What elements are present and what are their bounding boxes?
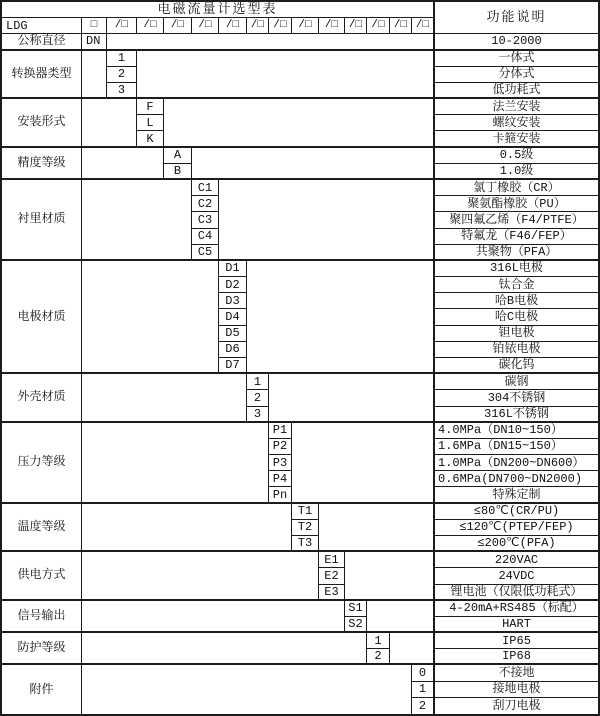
empty-cell	[292, 423, 434, 504]
desc-cell: 聚氨酯橡胶（PU）	[434, 196, 598, 212]
empty-cell	[107, 34, 434, 50]
code-box-slash: /□	[247, 18, 269, 34]
code-cell: A	[164, 148, 192, 164]
desc-cell: 法兰安装	[434, 99, 598, 115]
code-cell: 2	[412, 698, 434, 714]
desc-cell: 铂铱电极	[434, 342, 598, 358]
desc-cell: 316L不锈钢	[434, 407, 598, 423]
code-cell: C5	[192, 245, 219, 261]
desc-cell: 锂电池（仅限低功耗式）	[434, 585, 598, 601]
code-box-slash: /□	[219, 18, 247, 34]
code-cell: 1	[367, 633, 390, 649]
code-box-slash: /□	[269, 18, 292, 34]
desc-cell: 哈C电极	[434, 309, 598, 325]
desc-cell: 0.6MPa(DN700~DN2000)	[434, 471, 598, 487]
code-cell: L	[137, 115, 164, 131]
group-label: 附件	[2, 665, 82, 714]
model-prefix: LDG	[2, 18, 82, 34]
group-label: 精度等级	[2, 148, 82, 180]
empty-cell	[367, 601, 434, 633]
code-cell: D3	[219, 293, 247, 309]
desc-cell: 分体式	[434, 67, 598, 83]
code-cell: 0	[412, 665, 434, 681]
code-box: □	[82, 18, 107, 34]
empty-cell	[319, 504, 434, 553]
group-label: 外壳材质	[2, 374, 82, 423]
group-label: 防护等级	[2, 633, 82, 665]
table-title: 电磁流量计选型表	[2, 2, 434, 18]
empty-cell	[82, 374, 247, 423]
code-box-slash: /□	[390, 18, 412, 34]
code-cell: P2	[269, 439, 292, 455]
code-cell: 2	[247, 390, 269, 406]
code-cell: D2	[219, 277, 247, 293]
code-box-slash: /□	[137, 18, 164, 34]
code-cell: D4	[219, 309, 247, 325]
desc-cell: 不接地	[434, 665, 598, 681]
group-label: 压力等级	[2, 423, 82, 504]
group-label: 供电方式	[2, 552, 82, 601]
code-cell: D7	[219, 358, 247, 374]
code-cell: K	[137, 131, 164, 147]
desc-cell: 特殊定制	[434, 487, 598, 503]
desc-cell: 低功耗式	[434, 83, 598, 99]
desc-cell: 10-2000	[434, 34, 598, 50]
desc-cell: 刮刀电极	[434, 698, 598, 714]
code-cell: 1	[412, 682, 434, 698]
code-box-slash: /□	[345, 18, 367, 34]
code-cell: T3	[292, 536, 319, 552]
code-cell: 3	[107, 83, 137, 99]
code-cell: E3	[319, 585, 345, 601]
group-label: 温度等级	[2, 504, 82, 553]
desc-cell: 碳化钨	[434, 358, 598, 374]
empty-cell	[192, 148, 434, 180]
desc-cell: 4-20mA+RS485（标配）	[434, 601, 598, 617]
desc-cell: ≤80℃(CR/PU)	[434, 504, 598, 520]
desc-cell: ≤120℃(PTEP/FEP)	[434, 520, 598, 536]
group-label: 安装形式	[2, 99, 82, 148]
code-box-slash: /□	[292, 18, 319, 34]
code-cell: P1	[269, 423, 292, 439]
code-cell: 2	[107, 67, 137, 83]
code-cell: T2	[292, 520, 319, 536]
desc-cell: HART	[434, 617, 598, 633]
empty-cell	[82, 633, 367, 665]
empty-cell	[269, 374, 434, 423]
desc-cell: ≤200℃(PFA)	[434, 536, 598, 552]
code-cell: P3	[269, 455, 292, 471]
desc-cell: 304不锈钢	[434, 390, 598, 406]
desc-cell: 特氟龙（F46/FEP）	[434, 229, 598, 245]
code-cell: E1	[319, 552, 345, 568]
row-label-dn: 公称直径	[2, 34, 82, 50]
desc-cell: 螺纹安装	[434, 115, 598, 131]
code-box-slash: /□	[367, 18, 390, 34]
desc-cell: 0.5级	[434, 148, 598, 164]
code-cell: D6	[219, 342, 247, 358]
empty-cell	[345, 552, 434, 601]
code-cell: 1	[247, 374, 269, 390]
desc-header: 功能说明	[434, 2, 598, 34]
group-label: 信号输出	[2, 601, 82, 633]
code-cell: D1	[219, 261, 247, 277]
desc-cell: IP65	[434, 633, 598, 649]
desc-cell: 钽电极	[434, 326, 598, 342]
empty-cell	[137, 51, 434, 100]
desc-cell: 卡箍安装	[434, 131, 598, 147]
code-cell: C4	[192, 229, 219, 245]
code-cell: 1	[107, 51, 137, 67]
empty-cell	[82, 601, 345, 633]
desc-cell: 哈B电极	[434, 293, 598, 309]
code-cell: B	[164, 164, 192, 180]
code-box-slash: /□	[107, 18, 137, 34]
desc-cell: 24VDC	[434, 568, 598, 584]
empty-cell	[247, 261, 434, 374]
code-cell: C2	[192, 196, 219, 212]
empty-cell	[82, 504, 292, 553]
empty-cell	[82, 99, 137, 148]
desc-cell: 接地电极	[434, 682, 598, 698]
empty-cell	[82, 423, 269, 504]
empty-cell	[219, 180, 434, 261]
desc-cell: 共聚物（PFA）	[434, 245, 598, 261]
code-cell: C3	[192, 212, 219, 228]
desc-cell: 氯丁橡胶（CR）	[434, 180, 598, 196]
group-label: 转换器类型	[2, 51, 82, 100]
code-cell: F	[137, 99, 164, 115]
desc-cell: 一体式	[434, 51, 598, 67]
code-box-slash: /□	[412, 18, 434, 34]
empty-cell	[82, 552, 319, 601]
code-cell: S1	[345, 601, 367, 617]
empty-cell	[164, 99, 434, 148]
empty-cell	[82, 148, 164, 180]
desc-cell: IP68	[434, 649, 598, 665]
code-cell: 2	[367, 649, 390, 665]
code-box-slash: /□	[164, 18, 192, 34]
group-label: 电极材质	[2, 261, 82, 374]
code-cell: Pn	[269, 487, 292, 503]
empty-cell	[82, 665, 412, 714]
desc-cell: 碳钢	[434, 374, 598, 390]
code-cell: P4	[269, 471, 292, 487]
code-cell: E2	[319, 568, 345, 584]
empty-cell	[82, 51, 107, 100]
desc-cell: 1.6MPa（DN15~150）	[434, 439, 598, 455]
desc-cell: 钛合金	[434, 277, 598, 293]
desc-cell: 1.0级	[434, 164, 598, 180]
code-cell: T1	[292, 504, 319, 520]
desc-cell: 1.0MPa（DN200~DN600）	[434, 455, 598, 471]
empty-cell	[390, 633, 434, 665]
desc-cell: 4.0MPa（DN10~150）	[434, 423, 598, 439]
code-box-slash: /□	[319, 18, 345, 34]
empty-cell	[82, 261, 219, 374]
code-cell: 3	[247, 407, 269, 423]
group-label: 衬里材质	[2, 180, 82, 261]
desc-cell: 聚四氟乙烯（F4/PTFE）	[434, 212, 598, 228]
desc-cell: 220VAC	[434, 552, 598, 568]
code-cell: S2	[345, 617, 367, 633]
empty-cell	[82, 180, 192, 261]
code-cell: D5	[219, 326, 247, 342]
desc-cell: 316L电极	[434, 261, 598, 277]
dn-code: DN	[82, 34, 107, 50]
code-cell: C1	[192, 180, 219, 196]
code-box-slash: /□	[192, 18, 219, 34]
